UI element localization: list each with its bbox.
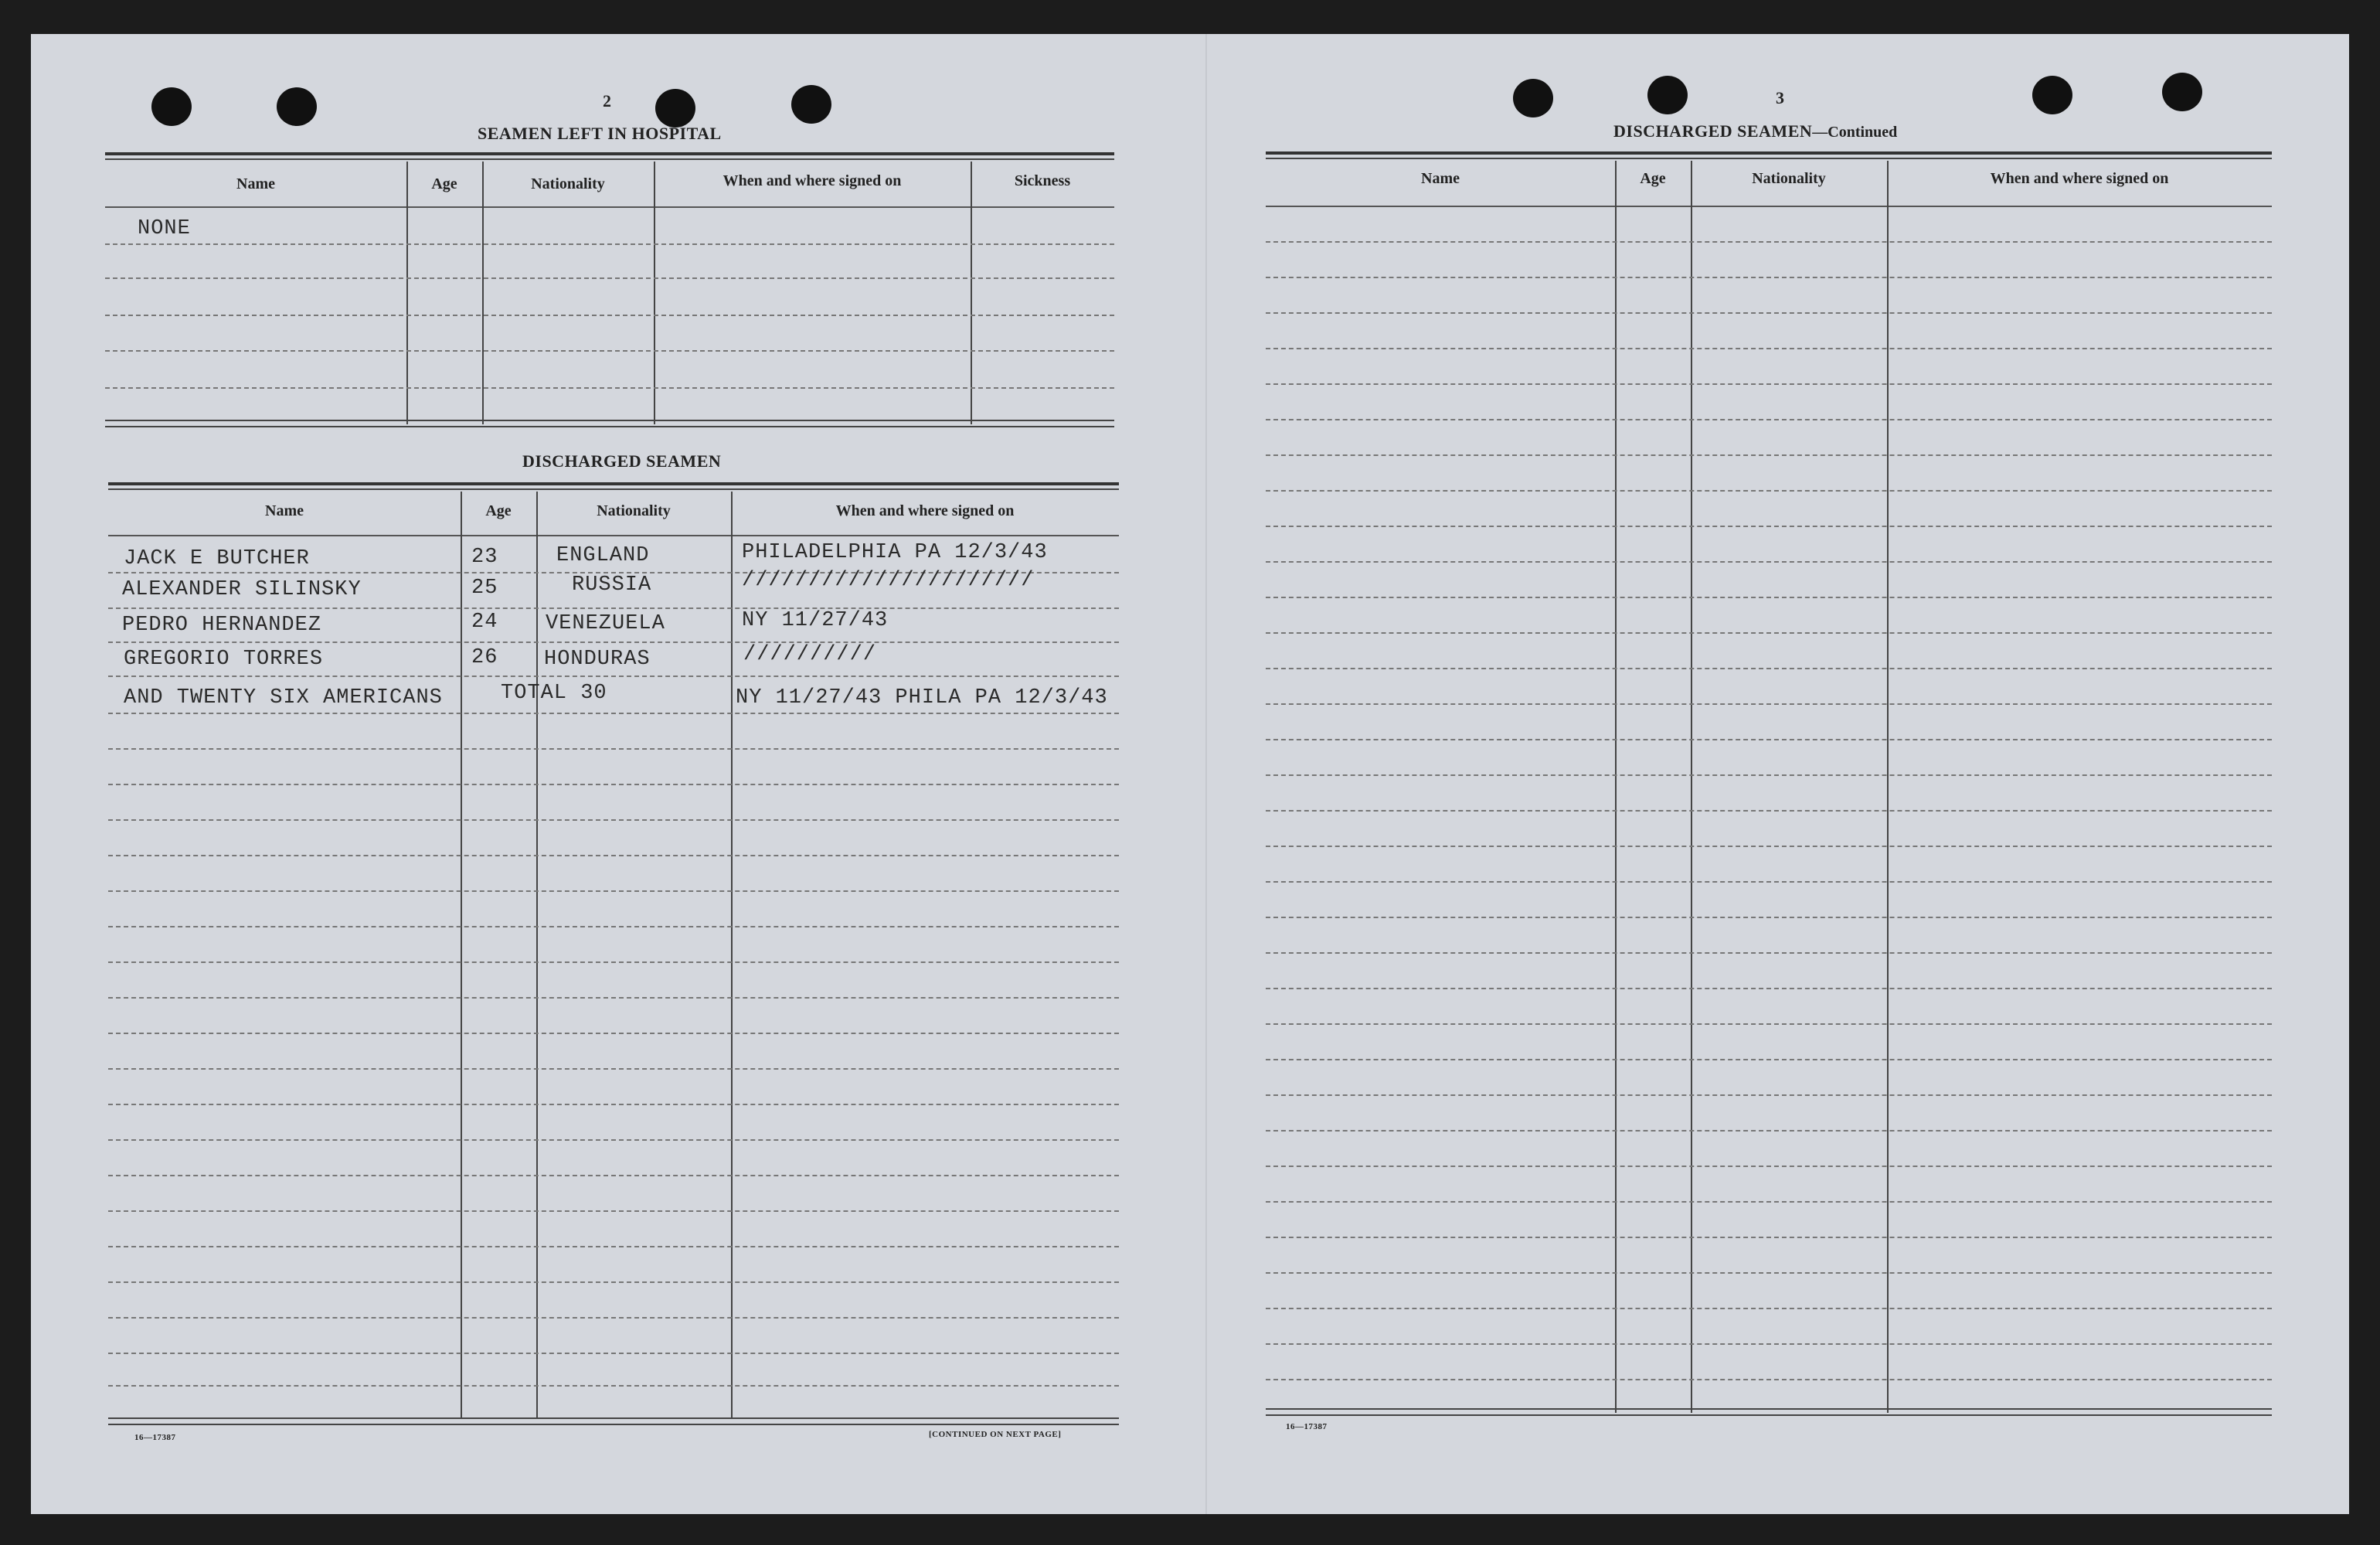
column-header-sickness: Sickness — [1014, 172, 1071, 189]
column-header-name: Name — [236, 175, 275, 192]
seaman-nationality-cell: HONDURAS — [544, 648, 651, 671]
page-number: 3 — [1776, 88, 1784, 107]
seaman-signed-on-cell: PHILADELPHIA PA 12/3/43 — [742, 541, 1048, 564]
punch-hole — [1513, 79, 1553, 117]
hospital-name-cell: NONE — [138, 217, 191, 240]
column-header-nationality: Nationality — [1752, 170, 1826, 187]
discharged-section-title: DISCHARGED SEAMEN — [522, 451, 722, 471]
column-header-name: Name — [1421, 170, 1460, 187]
punch-hole — [791, 85, 831, 124]
column-header-signed-on: When and where signed on — [722, 172, 902, 189]
column-header-nationality: Nationality — [597, 502, 671, 519]
discharged-table — [108, 482, 1119, 1425]
punch-hole — [151, 87, 192, 126]
page-fold — [1205, 34, 1207, 1514]
punch-hole — [1647, 76, 1688, 114]
punch-hole — [655, 89, 695, 128]
hospital-table — [105, 152, 1114, 429]
column-header-name: Name — [265, 502, 304, 519]
form-number: 16—17387 — [134, 1433, 176, 1442]
discharged-continued-table — [1266, 151, 2272, 1417]
form-number: 16—17387 — [1286, 1422, 1328, 1431]
summary-total-cell: TOTAL 30 — [501, 682, 607, 705]
punch-hole — [277, 87, 317, 126]
seaman-nationality-cell: ENGLAND — [556, 544, 650, 567]
seaman-nationality-cell: RUSSIA — [572, 573, 652, 597]
seaman-age-cell: 24 — [471, 611, 498, 634]
seaman-nationality-cell: VENEZUELA — [546, 612, 665, 635]
seaman-name-cell: JACK E BUTCHER — [124, 547, 310, 570]
punch-hole — [2032, 76, 2072, 114]
seaman-name-cell: GREGORIO TORRES — [124, 648, 324, 671]
seaman-signed-on-cell: ////////////////////// — [742, 569, 1035, 592]
seaman-signed-on-cell: NY 11/27/43 — [742, 609, 889, 632]
seaman-name-cell: PEDRO HERNANDEZ — [122, 614, 322, 637]
discharged-continued-title — [1613, 121, 1897, 141]
column-header-age: Age — [1640, 170, 1666, 187]
summary-name-cell: AND TWENTY SIX AMERICANS — [124, 686, 443, 710]
punch-hole — [2162, 73, 2202, 111]
column-header-age: Age — [485, 502, 512, 519]
continued-note: [CONTINUED ON NEXT PAGE] — [929, 1430, 1062, 1439]
seaman-signed-on-cell: ////////// — [743, 643, 877, 666]
seaman-age-cell: 23 — [471, 546, 498, 569]
hospital-section-title: SEAMEN LEFT IN HOSPITAL — [478, 124, 722, 143]
column-header-signed-on: When and where signed on — [835, 502, 1015, 519]
seaman-age-cell: 26 — [471, 646, 498, 669]
section-title-text: DISCHARGED SEAMEN — [1613, 121, 1813, 141]
summary-signed-on-cell: NY 11/27/43 PHILA PA 12/3/43 — [736, 686, 1108, 710]
page-number: 2 — [603, 91, 611, 111]
section-title-suffix: —Continued — [1812, 124, 1898, 141]
seaman-name-cell: ALEXANDER SILINSKY — [122, 578, 362, 601]
column-header-age: Age — [431, 175, 457, 192]
column-header-nationality: Nationality — [531, 175, 605, 192]
seaman-age-cell: 25 — [471, 577, 498, 600]
column-header-signed-on: When and where signed on — [1990, 170, 2169, 187]
